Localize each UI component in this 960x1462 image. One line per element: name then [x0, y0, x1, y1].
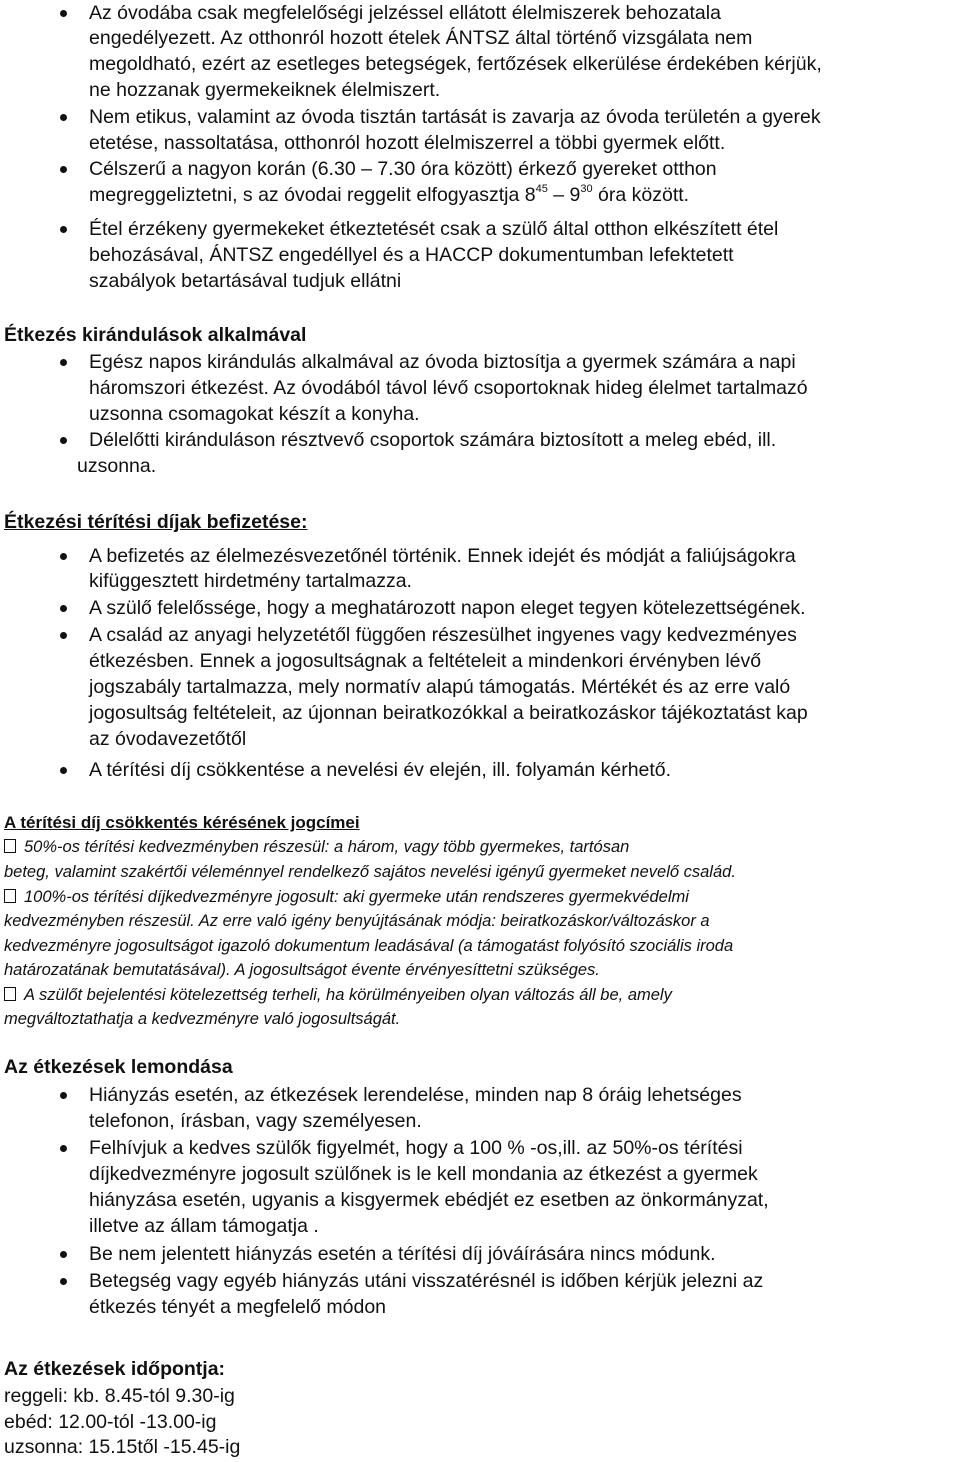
paragraph-line: Étel érzékeny gyermekeket étkeztetését csak a szülő által otthon elkészített étel — [89, 218, 779, 240]
paragraph-line: hiányzása esetén, ugyanis a kisgyermek ebédjét ez esetben az önkormányzat, — [89, 1189, 769, 1211]
bullet-icon — [60, 553, 67, 560]
paragraph-line: telefonon, írásban, vagy személyesen. — [89, 1110, 422, 1132]
bullet-icon — [60, 437, 67, 444]
schedule-line: reggeli: kb. 8.45-tól 9.30-ig — [4, 1385, 235, 1407]
paragraph-line: Hiányzás esetén, az étkezések lerendelése, minden nap 8 óráig lehetséges — [89, 1084, 742, 1106]
paragraph-line: az óvodavezetőtől — [89, 728, 247, 750]
paragraph-line-with-times: megreggeliztetni, s az óvodai reggelit elfogyasztja $8^{45} - 9^{30}$ óra között. — [89, 183, 690, 206]
paragraph-line: behozásával, ÁNTSZ engedéllyel és a HACCP dokumentumban lefektetett — [89, 244, 734, 266]
bullet-icon — [60, 1278, 67, 1285]
paragraph-line: jogszabály tartalmazza, mely normatív alapú támogatás. Mértékét és az erre való — [89, 676, 791, 698]
italic-line: kedvezményben részesül. Az erre való igény benyújtásának módja: beiratkozáskor/változáskor a — [4, 912, 710, 930]
section-heading: Étkezési térítési díjak befizetése: — [4, 511, 308, 533]
bullet-icon — [60, 1092, 67, 1099]
paragraph-line: Az óvodába csak megfelelőségi jelzéssel ellátott élelmiszerek behozatala — [89, 2, 721, 24]
paragraph-line: díjkedvezményre jogosult szülőnek is le kell mondania az étkezést a gyermek — [89, 1163, 758, 1185]
paragraph-line: Célszerű a nagyon korán (6.30 – 7.30 óra között) érkező gyereket otthon — [89, 158, 717, 180]
bullet-icon — [60, 632, 67, 639]
bullet-icon — [60, 1145, 67, 1152]
paragraph-line: jogosultság feltételeit, az újonnan beiratkozókkal a beiratkozáskor tájékoztatást kap — [89, 702, 808, 724]
italic-line: kedvezményre jogosultságot igazoló dokumentum leadásával (a támogatást folyósító szociális iroda — [4, 937, 734, 955]
paragraph-line: Nem etikus, valamint az óvoda tisztán tartását is zavarja az óvoda területén a gyerek — [89, 106, 821, 128]
paragraph-line: étkezés tényét a megfelelő módon — [89, 1296, 387, 1318]
paragraph-line: A szülő felelőssége, hogy a meghatározott napon eleget tegyen kötelezettségének. — [89, 597, 806, 619]
bullet-icon — [60, 1251, 67, 1258]
paragraph-line: Felhívjuk a kedves szülők figyelmét, hogy a 100 % -os,ill. az 50%-os térítési — [89, 1137, 743, 1159]
superscript: 30 — [580, 183, 593, 195]
checkbox-icon — [4, 839, 16, 853]
section-heading: Az étkezések időpontja: — [4, 1358, 226, 1380]
italic-line: 50%-os térítési kedvezményben részesül: a három, vagy több gyermekes, tartósan — [4, 834, 629, 860]
superscript: 45 — [535, 183, 548, 195]
schedule-line: ebéd: 12.00-tól -13.00-ig — [4, 1411, 217, 1433]
paragraph-line: A befizetés az élelmezésvezetőnél történik. Ennek idejét és módját a faliújságokra — [89, 545, 796, 567]
paragraph-line: uzsonna csomagokat készít a konyha. — [89, 403, 420, 425]
bullet-icon — [60, 166, 67, 173]
italic-line: 100%-os térítési díjkedvezményre jogosult: aki gyermeke után rendszeres gyermekvédelmi — [4, 884, 689, 910]
checkbox-icon — [4, 889, 16, 903]
paragraph-line: A térítési díj csökkentése a nevelési év elején, ill. folyamán kérhető. — [89, 759, 672, 781]
bullet-icon — [60, 605, 67, 612]
paragraph-line: etetése, nassoltatása, otthonról hozott élelmiszerrel a többi gyermek előtt. — [89, 132, 726, 154]
checkbox-icon — [4, 987, 16, 1001]
paragraph-line: megoldható, ezért az esetleges betegségek, fertőzések elkerülése érdekében kérjük, — [89, 53, 822, 75]
schedule-line: uzsonna: 15.15től -15.45-ig — [4, 1436, 241, 1458]
paragraph-line: háromszori étkezést. Az óvodából távol lévő csoportoknak hideg élelmet tartalmazó — [89, 377, 808, 399]
bullet-icon — [60, 10, 67, 17]
paragraph-line: A család az anyagi helyzetétől függően részesülhet ingyenes vagy kedvezményes — [89, 624, 797, 646]
paragraph-line: étkezésben. Ennek a jogosultságnak a feltételeit a mindenkori érvényben lévő — [89, 650, 762, 672]
paragraph-line: szabályok betartásával tudjuk ellátni — [89, 270, 402, 292]
paragraph-line: engedélyezett. Az otthonról hozott ételek ÁNTSZ által történő vizsgálata nem — [89, 27, 753, 49]
paragraph-line: ne hozzanak gyermekeiknek élelmiszert. — [89, 79, 441, 101]
paragraph-line: Betegség vagy egyéb hiányzás utáni visszatérésnél is időben kérjük jelezni az — [89, 1270, 764, 1292]
bullet-icon — [60, 114, 67, 121]
section-heading: Étkezés kirándulások alkalmával — [4, 324, 307, 346]
bullet-icon — [60, 767, 67, 774]
paragraph-line: Délelőtti kiránduláson résztvevő csoportok számára biztosított a meleg ebéd, ill. — [89, 429, 777, 451]
paragraph-line: Egész napos kirándulás alkalmával az óvoda biztosítja a gyermek számára a napi — [89, 351, 796, 373]
bullet-icon — [60, 359, 67, 366]
section-heading: Az étkezések lemondása — [4, 1056, 233, 1078]
paragraph-line: Be nem jelentett hiányzás esetén a térítési díj jóváírására nincs módunk. — [89, 1243, 716, 1265]
paragraph-line: kifüggesztett hirdetmény tartalmazza. — [89, 570, 412, 592]
italic-line: határozatának bemutatásával). A jogosultságot évente érvényesíttetni szükséges. — [4, 961, 600, 979]
paragraph-line: illetve az állam támogatja . — [89, 1215, 319, 1237]
bullet-icon — [60, 226, 67, 233]
italic-line: megváltoztathatja a kedvezményre való jogosultságát. — [4, 1010, 401, 1028]
paragraph-line: uzsonna. — [77, 455, 157, 477]
italic-line: beteg, valamint szakértői véleménnyel rendelkező sajátos nevelési igényű gyermeket nevelő család. — [4, 863, 736, 881]
section-heading: A térítési díj csökkentés kérésének jogcímei — [4, 813, 360, 832]
italic-line: A szülőt bejelentési kötelezettség terheli, ha körülményeiben olyan változás áll be, amely — [4, 982, 672, 1008]
